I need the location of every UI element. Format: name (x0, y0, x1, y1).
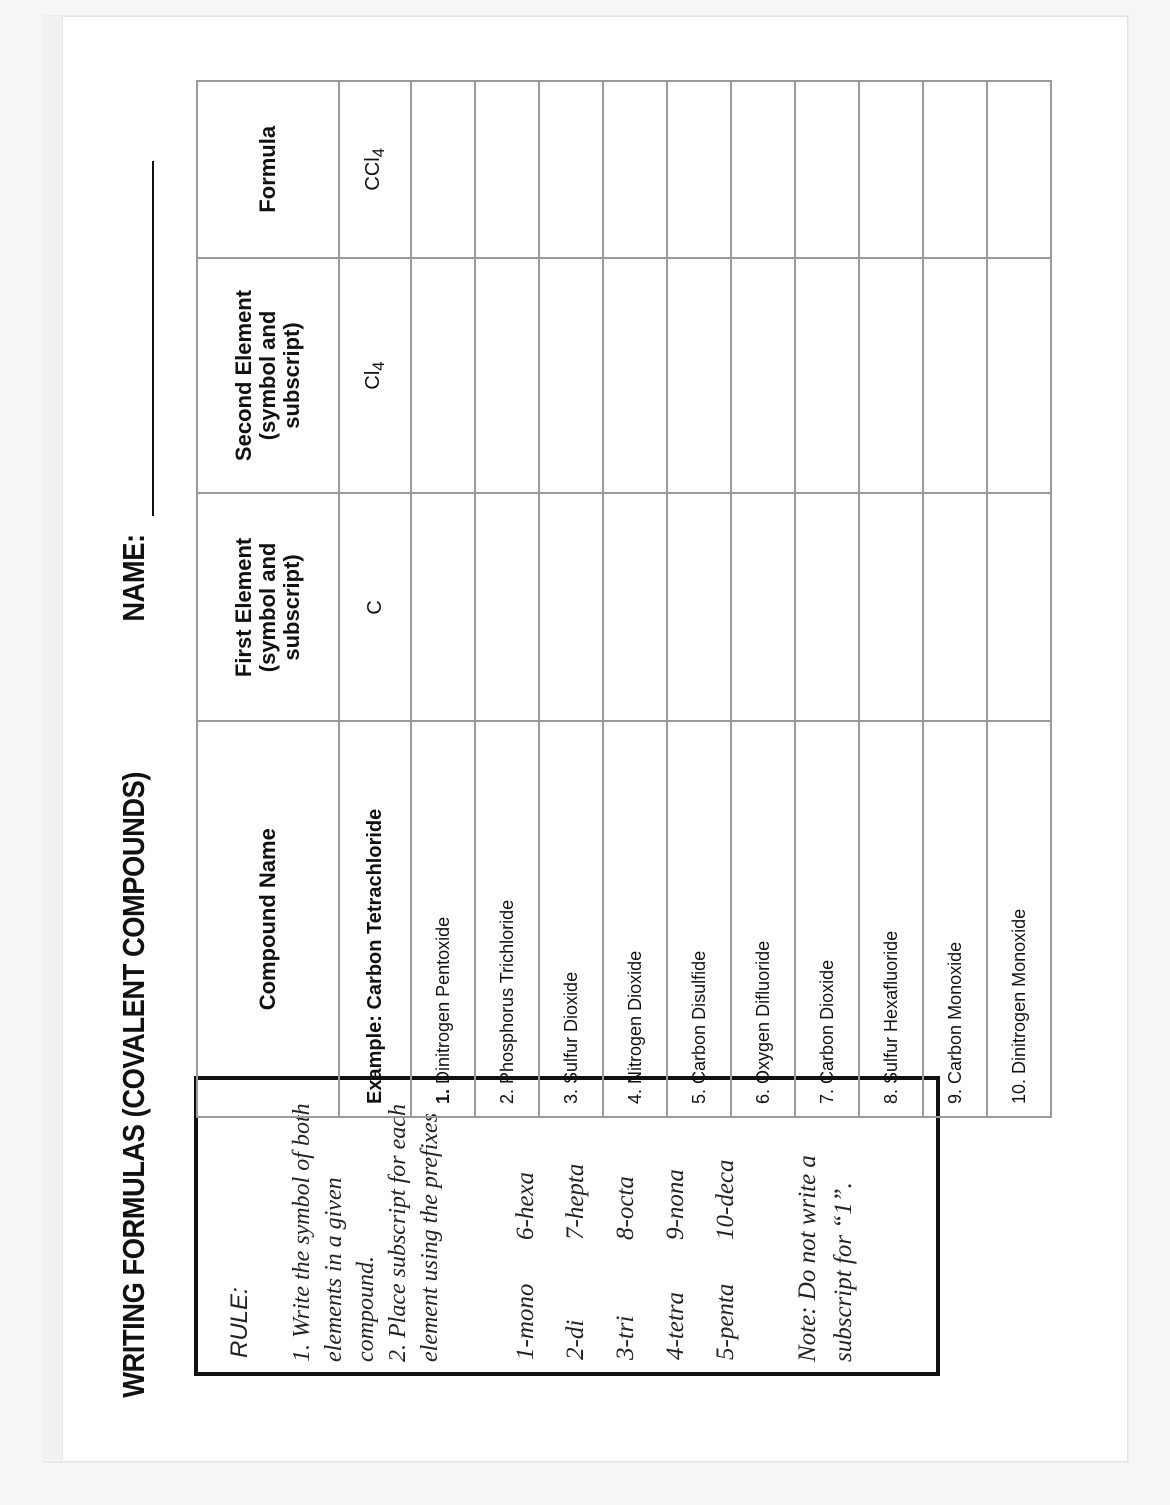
prefix-item: 10-deca (712, 1159, 739, 1240)
row-number: 10. (1008, 1078, 1029, 1104)
table-row (731, 81, 795, 1117)
prefix-item: 5-penta (712, 1283, 739, 1360)
compound-name-cell (923, 721, 987, 1117)
prefix-item: 7-hepta (562, 1163, 589, 1240)
second-element-cell[interactable] (795, 258, 859, 494)
col-header-compound: Compound Name (197, 721, 339, 1117)
row-number: 5. (688, 1088, 709, 1104)
first-element-cell[interactable] (987, 493, 1051, 721)
example-second-symbol: Cl (361, 370, 384, 390)
rule-step-1: 1. Write the symbol of both elements in a given compound. (289, 1103, 379, 1362)
row-number: 9. (944, 1088, 965, 1104)
row-number: 6. (752, 1088, 773, 1104)
example-formula (339, 81, 411, 258)
second-element-cell[interactable] (859, 258, 923, 494)
prefix-item: 3-tri (612, 1315, 639, 1360)
first-element-cell[interactable] (539, 493, 603, 721)
prefix-list (512, 1100, 762, 1360)
prefix-item: 6-hexa (512, 1171, 539, 1240)
compound-name-cell (667, 721, 731, 1117)
prefix-item: 2-di (562, 1319, 589, 1360)
row-number: 1. (432, 1088, 453, 1104)
first-element-cell[interactable] (667, 493, 731, 721)
name-field-line[interactable] (152, 161, 154, 516)
prefix-item: 8-octa (612, 1176, 639, 1240)
example-row (339, 81, 411, 1117)
rule-heading: RULE: (226, 1287, 253, 1358)
header (116, 243, 156, 1440)
table-row (987, 81, 1051, 1117)
prefix-item: 1-mono (512, 1283, 539, 1360)
compound-name: Carbon Disulfide (688, 950, 709, 1084)
second-element-cell[interactable] (475, 258, 539, 494)
row-number: 8. (880, 1088, 901, 1104)
second-element-cell[interactable] (603, 258, 667, 494)
compound-name: Phosphorus Trichloride (496, 899, 517, 1084)
compound-name-cell (539, 721, 603, 1117)
second-element-cell[interactable] (987, 258, 1051, 494)
table-row (475, 81, 539, 1117)
compound-name: Dinitrogen Monoxide (1008, 908, 1029, 1074)
formula-cell[interactable] (411, 81, 475, 258)
row-number: 7. (816, 1088, 837, 1104)
prefix-row (562, 1100, 612, 1360)
first-element-cell[interactable] (411, 493, 475, 721)
rule-note: Note: Do not write a subscript for “1”. (794, 1155, 857, 1362)
prefix-item: 9-nona (662, 1169, 689, 1240)
compound-name: Sulfur Hexafluoride (880, 930, 901, 1084)
name-label: NAME: (116, 534, 151, 622)
prefix-row (662, 1100, 712, 1360)
formula-cell[interactable] (539, 81, 603, 258)
compound-name: Oxygen Difluoride (752, 940, 773, 1084)
second-element-cell[interactable] (923, 258, 987, 494)
table-header-row (197, 81, 339, 1117)
compound-name: Dinitrogen Pentoxide (432, 916, 453, 1084)
compound-name-cell (411, 721, 475, 1117)
example-second-element (339, 258, 411, 494)
formula-cell[interactable] (923, 81, 987, 258)
compound-name-cell (603, 721, 667, 1117)
compound-name-cell (987, 721, 1051, 1117)
second-element-cell[interactable] (539, 258, 603, 494)
example-first-element: C (339, 493, 411, 721)
formula-cell[interactable] (731, 81, 795, 258)
formula-table (196, 80, 1052, 1118)
second-element-cell[interactable] (731, 258, 795, 494)
rule-step-2: 2. Place subscript for each element using the prefixes (385, 1104, 443, 1362)
first-element-cell[interactable] (923, 493, 987, 721)
formula-cell[interactable] (859, 81, 923, 258)
compound-name-cell (475, 721, 539, 1117)
worksheet-title: WRITING FORMULAS (COVALENT COMPOUNDS) (116, 771, 151, 1398)
table-row (923, 81, 987, 1117)
table-row (795, 81, 859, 1117)
table-row (603, 81, 667, 1117)
example-second-subscript: 4 (368, 361, 388, 371)
table-row (859, 81, 923, 1117)
first-element-cell[interactable] (603, 493, 667, 721)
example-formula-symbol: CCl (361, 157, 384, 191)
table-row (667, 81, 731, 1117)
compound-name-cell (859, 721, 923, 1117)
compound-name-cell (795, 721, 859, 1117)
row-number: 3. (560, 1088, 581, 1104)
compound-name-cell (731, 721, 795, 1117)
rule-steps (286, 1092, 446, 1362)
compound-name: Carbon Monoxide (944, 941, 965, 1084)
table-row (411, 81, 475, 1117)
worksheet-content (80, 80, 1090, 1440)
example-formula-subscript: 4 (368, 147, 388, 158)
prefix-row (612, 1100, 662, 1360)
compound-name: Nitrogen Dioxide (624, 950, 645, 1084)
col-header-formula: Formula (197, 81, 339, 258)
first-element-cell[interactable] (731, 493, 795, 721)
row-number: 4. (624, 1088, 645, 1104)
formula-cell[interactable] (475, 81, 539, 258)
page-edge (44, 16, 63, 1460)
prefix-row (712, 1100, 762, 1360)
col-header-first-element: First Element (symbol and subscript) (197, 493, 339, 721)
prefix-row (512, 1100, 562, 1360)
compound-name: Sulfur Dioxide (560, 971, 581, 1084)
col-header-second-element: Second Element (symbol and subscript) (197, 258, 339, 494)
first-element-cell[interactable] (859, 493, 923, 721)
compound-name: Carbon Dioxide (816, 959, 837, 1084)
first-element-cell[interactable] (475, 493, 539, 721)
formula-cell[interactable] (795, 81, 859, 258)
rule-box (194, 1076, 940, 1376)
second-element-cell[interactable] (667, 258, 731, 494)
row-number: 2. (496, 1088, 517, 1104)
formula-cell[interactable] (603, 81, 667, 258)
formula-cell[interactable] (987, 81, 1051, 258)
prefix-item: 4-tetra (662, 1291, 689, 1360)
table-row (539, 81, 603, 1117)
second-element-cell[interactable] (411, 258, 475, 494)
formula-cell[interactable] (667, 81, 731, 258)
first-element-cell[interactable] (795, 493, 859, 721)
example-compound-name: Example: Carbon Tetrachloride (339, 721, 411, 1117)
